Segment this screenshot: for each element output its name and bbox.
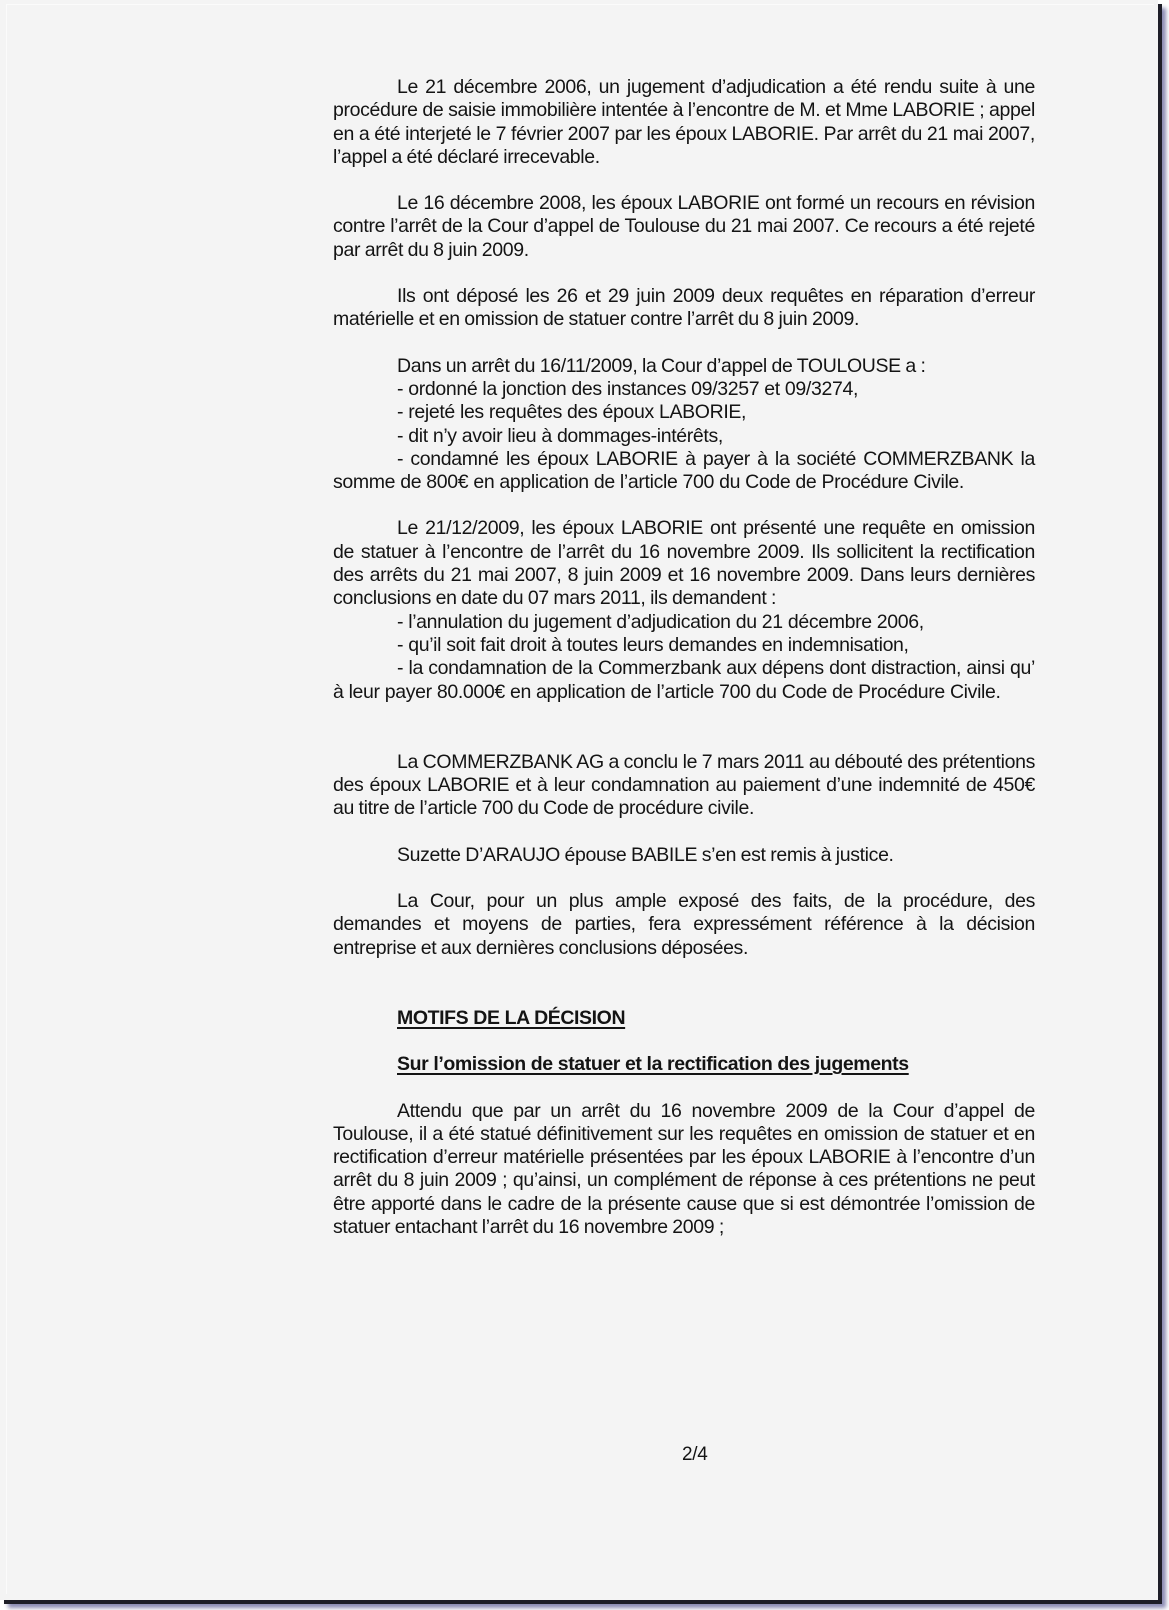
paragraph-araujo: Suzette D’ARAUJO épouse BABILE s’en est remis à justice. xyxy=(397,843,894,866)
paragraph-attendu: Attendu que par un arrêt du 16 novembre 2009 de la Cour d’appel de Toulouse, il a été statué définitivement sur les requêtes en omission de statuer et en rectification d’erreur matérielle présentées par les époux LABORIE à l’encontre d’un arrêt du 8 juin 2009 ; qu’ainsi, un complément de réponse à ces prétentions ne peut être apporté dans le cadre de la présente cause que si est démontrée l’omission de statuer entachant l’arrêt du 16 novembre 2009 ; xyxy=(333,1099,1035,1238)
subsection-heading: Sur l’omission de statuer et la rectification des jugements xyxy=(397,1053,909,1076)
paragraph-adjudication: Le 21 décembre 2006, un jugement d’adjudication a été rendu suite à une procédure de saisie immobilière intentée à l’encontre de M. et Mme LABORIE ; appel en a été interjeté le 7 février 2007 par les époux LABORIE. Par arrêt du 21 mai 2007, l’appel a été déclaré irrecevable. xyxy=(333,76,1035,168)
list-item: - ordonné la jonction des instances 09/3257 et 09/3274, xyxy=(397,377,859,400)
list-item: - qu’il soit fait droit à toutes leurs demandes en indemnisation, xyxy=(397,633,909,656)
paragraph-requete-2009-intro: Le 21/12/2009, les époux LABORIE ont présenté une requête en omission de statuer à l’encontre de l’arrêt du 16 novembre 2009. Ils sollicitent la rectification des arrêts du 21 mai 2007, 8 juin 2009 et 16 novembre 2009. Dans leurs dernières conclusions en date du 07 mars 2011, ils demandent : xyxy=(333,517,1035,610)
list-item: - rejeté les requêtes des époux LABORIE, xyxy=(397,401,747,424)
requete-2009-list xyxy=(333,611,1035,704)
paragraph-arret-2009-intro: Dans un arrêt du 16/11/2009, la Cour d’appel de TOULOUSE a : xyxy=(397,354,926,377)
paragraph-commerzbank: La COMMERZBANK AG a conclu le 7 mars 2011 au débouté des prétentions des époux LABORIE et à leur condamnation au paiement d’une indemnité de 450€ au titre de l’article 700 du Code de procédure civile. xyxy=(333,750,1035,820)
list-item: - l’annulation du jugement d’adjudication du 21 décembre 2006, xyxy=(397,610,924,633)
document-body xyxy=(333,76,1035,1239)
list-item: - condamné les époux LABORIE à payer à la société COMMERZBANK la somme de 800€ en application de l’article 700 du Code de Procédure Civile. xyxy=(333,447,1035,494)
paragraph-requetes: Ils ont déposé les 26 et 29 juin 2009 deux requêtes en réparation d’erreur matérielle et en omission de statuer contre l’arrêt du 8 juin 2009. xyxy=(333,285,1035,331)
paragraph-revision: Le 16 décembre 2008, les époux LABORIE ont formé un recours en révision contre l’arrêt de la Cour d’appel de Toulouse du 21 mai 2007. Ce recours a été rejeté par arrêt du 8 juin 2009. xyxy=(333,192,1035,261)
paragraph-cour: La Cour, pour un plus ample exposé des faits, de la procédure, des demandes et moyens de parties, fera expressément référence à la décision entreprise et aux dernières conclusions déposées. xyxy=(333,890,1035,959)
list-item: - la condamnation de la Commerzbank aux dépens dont distraction, ainsi qu’ à leur payer 80.000€ en application de l’article 700 du Code de Procédure Civile. xyxy=(333,657,1035,703)
section-heading: MOTIFS DE LA DÉCISION xyxy=(397,1006,626,1029)
arret-2009-list xyxy=(333,378,1035,494)
page-number: 2/4 xyxy=(682,1444,708,1465)
list-item: - dit n’y avoir lieu à dommages-intérêts, xyxy=(397,424,723,447)
